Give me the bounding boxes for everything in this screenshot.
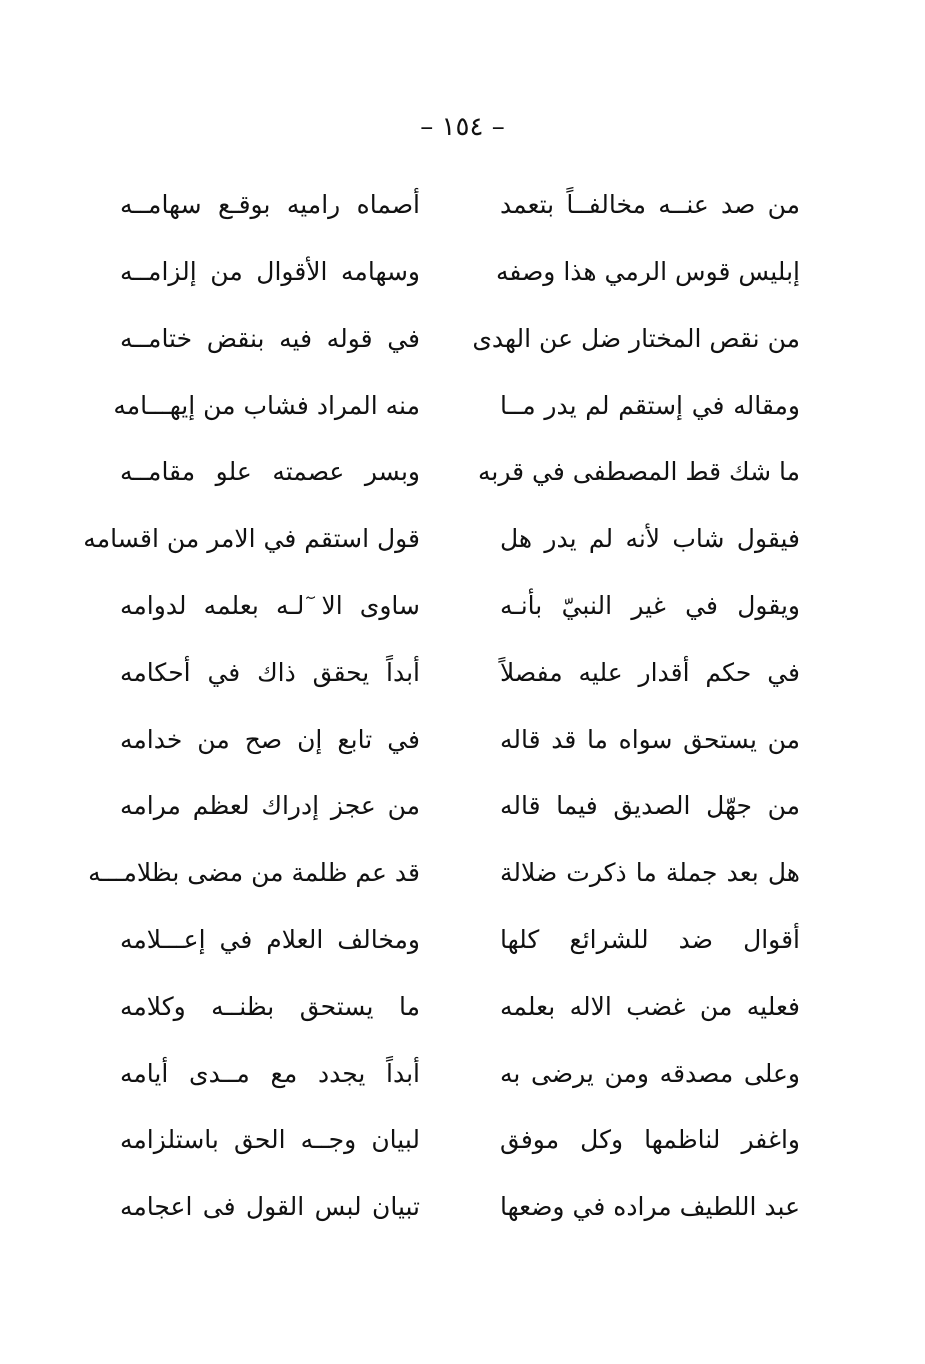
verse-second-hemistich: أبداً يحقق ذاك في أحكامه xyxy=(120,657,420,687)
verse-line xyxy=(120,1040,800,1107)
verse-line xyxy=(120,1174,800,1241)
verse-first-hemistich: ومقاله في إستقم لم يدر مــا xyxy=(500,390,800,420)
verse-line xyxy=(120,239,800,306)
page-number: – ١٥٤ – xyxy=(420,112,505,142)
verse-first-hemistich: من صد عنــه مخالفــاً بتعمد xyxy=(500,190,800,220)
poem-verses xyxy=(83,172,800,1241)
verse-line xyxy=(120,439,800,506)
verse-second-hemistich: أصماه راميه بوقـع سهامــه xyxy=(120,190,420,220)
verse-second-hemistich: ما يستحق بظنــه وكلامه xyxy=(120,991,420,1021)
verse-line xyxy=(120,1107,800,1174)
verse-line xyxy=(120,306,800,373)
verse-first-hemistich: في حكم أقدار عليه مفصلاً xyxy=(500,657,800,687)
verse-first-hemistich: فعليه من غضب الاله بعلمه xyxy=(500,991,800,1021)
verse-second-hemistich: لبيان وجــه الحق باستلزامه xyxy=(120,1125,420,1155)
verse-second-hemistich: ساوى الا ٓلـه بعلمه لدوامه xyxy=(120,590,420,620)
verse-second-hemistich: تبيان لبس القول فى اعجامه xyxy=(120,1192,420,1222)
verse-first-hemistich: ويقول في غير النبيّ بأنـه xyxy=(500,590,800,620)
verse-line xyxy=(120,640,800,707)
verse-first-hemistich: إبليس قوس الرمي هذا وصفه xyxy=(496,256,800,286)
verse-first-hemistich: ما شك قط المصطفى في قربه xyxy=(477,457,800,487)
verse-line xyxy=(88,840,800,907)
verse-first-hemistich: أقوال ضد للشرائع كلها xyxy=(500,924,800,954)
verse-line xyxy=(120,172,800,239)
verse-second-hemistich: قول استقم في الامر من اقسامه xyxy=(83,524,420,554)
verse-line xyxy=(113,372,800,439)
verse-line xyxy=(120,573,800,640)
verse-second-hemistich: وبسر عصمته علو مقامــه xyxy=(120,457,420,487)
verse-first-hemistich: عبد اللطيف مراده في وضعها xyxy=(500,1192,800,1222)
verse-first-hemistich: من يستحق سواه ما قد قاله xyxy=(500,724,800,754)
verse-first-hemistich: هل بعد جملة ما ذكرت ضلالة xyxy=(500,858,800,888)
verse-second-hemistich: من عجز إدراك لعظم مرامه xyxy=(120,791,420,821)
verse-first-hemistich: من جهّل الصديق فيما قاله xyxy=(500,791,800,821)
verse-first-hemistich: من نقص المختار ضل عن الهدى xyxy=(472,323,800,353)
verse-second-hemistich: وسهامه الأقوال من إلزامــه xyxy=(120,256,420,286)
verse-second-hemistich: في تابع إن صح من خدامه xyxy=(120,724,420,754)
verse-second-hemistich: أبداً يجدد مع مــدى أيامه xyxy=(120,1058,420,1088)
verse-first-hemistich: واغفر لناظمها وكل موفق xyxy=(500,1125,800,1155)
verse-first-hemistich: فيقول شاب لأنه لم يدر هل xyxy=(500,524,800,554)
verse-second-hemistich: منه المراد فشاب من إيهـــامه xyxy=(113,390,420,420)
verse-line xyxy=(120,974,800,1041)
verse-line xyxy=(83,506,800,573)
verse-second-hemistich: ومخالف العلام في إعـــلامه xyxy=(120,924,420,954)
verse-second-hemistich: قد عم ظلمة من مضى بظلامـــه xyxy=(88,858,420,888)
verse-line xyxy=(120,706,800,773)
verse-first-hemistich: وعلى مصدقه ومن يرضى به xyxy=(500,1058,800,1088)
verse-line xyxy=(120,773,800,840)
verse-line xyxy=(120,907,800,974)
verse-second-hemistich: في قوله فيه بنقض ختامــه xyxy=(120,323,420,353)
